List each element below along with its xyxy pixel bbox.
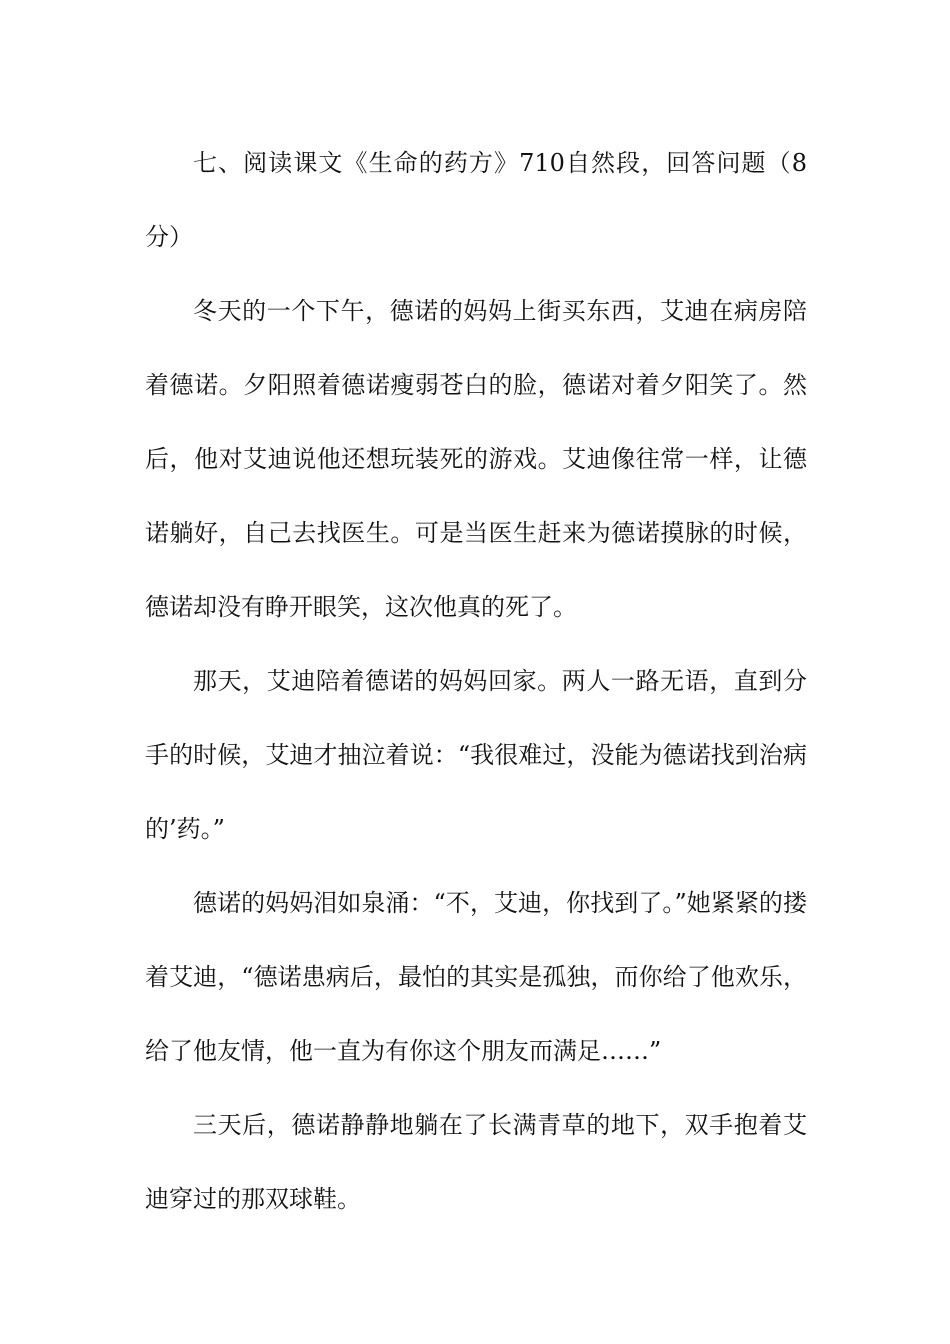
document-body xyxy=(145,126,807,1236)
paragraph-2: 那天，艾迪陪着德诺的妈妈回家。两人一路无语，直到分手的时候，艾迪才抽泣着说：“我很难过，没能为德诺找到治病的’药。” xyxy=(145,667,807,843)
paragraph-1: 冬天的一个下午，德诺的妈妈上街买东西，艾迪在病房陪着德诺。夕阳照着德诺瘦弱苍白的脸，德诺对着夕阳笑了。然后，他对艾迪说他还想玩装死的游戏。艾迪像往常一样，让德诺躺好，自己去找医生。可是当医生赶来为德诺摸脉的时候，德诺却没有睁开眼笑，这次他真的死了。 xyxy=(145,297,807,621)
paragraph-3: 德诺的妈妈泪如泉涌：“不，艾迪，你找到了。”她紧紧的搂着艾迪，“德诺患病后，最怕的其实是孤独，而你给了他欢乐，给了他友情，他一直为有你这个朋友而满足……” xyxy=(145,889,807,1065)
question-heading: 七、阅读课文《生命的药方》710自然段，回答问题（8分） xyxy=(145,149,807,251)
paragraph-4: 三天后，德诺静静地躺在了长满青草的地下，双手抱着艾迪穿过的那双球鞋。 xyxy=(145,1111,807,1213)
